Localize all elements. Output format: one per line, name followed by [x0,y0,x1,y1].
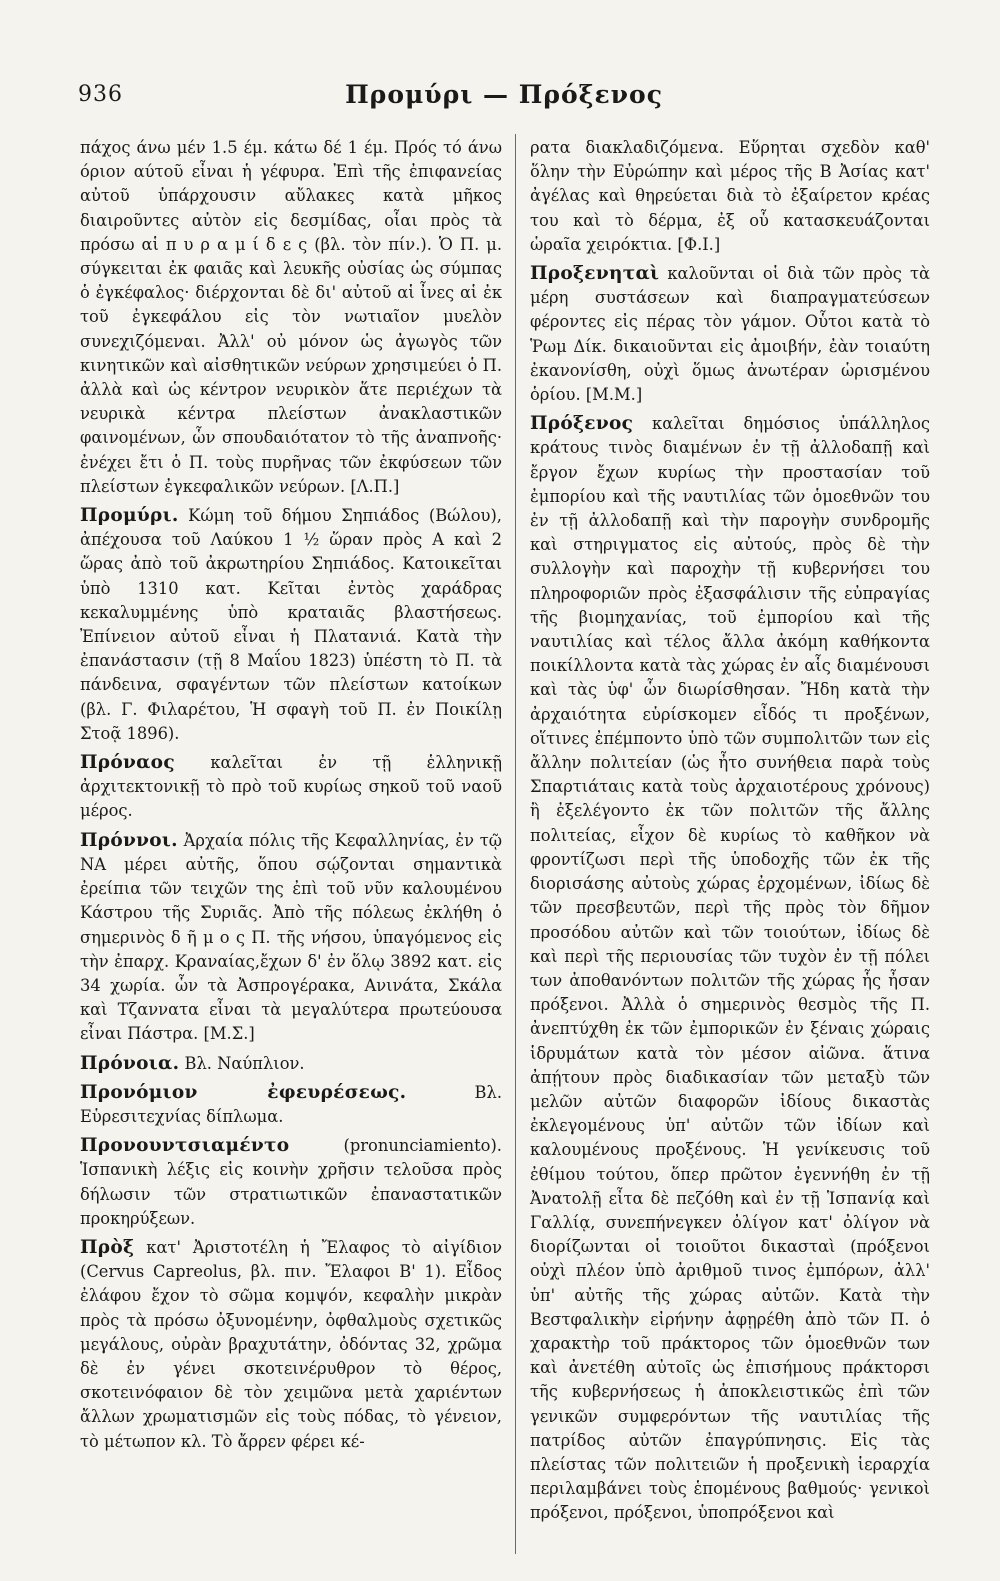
page-number: 936 [78,82,123,107]
entry-pronoia [80,1052,502,1076]
column-divider [515,134,516,1554]
entry-text: καλεῖται ἐν τῇ ἑλληνικῇ ἀρχιτεκτονικῇ τὸ πρὸ τοῦ κυρίως σηκοῦ τοῦ ναοῦ μέρος. [80,753,502,821]
entry-text: Ἀρχαία πόλις τῆς Κεφαλληνίας, ἐν τῷ ΝΑ μέρει αὐτῆς, ὅπου σῴζονται σημαντικὰ ἐρείπια τῶν τειχῶν της ἐπὶ τοῦ νῦν καλουμένου Κάστρου τῆς Συριᾶς. Ἀπὸ τῆς πόλεως ἐκλήθη ὁ σημερινὸς δ ῆ μ ο ς Π. τῆς νήσου, ὑπαγόμενος εἰς τὴν ἐπαρχ. Κραναίας,ἔχων δ' ἐν ὅλῳ 3892 κατ. εἰς 34 χωρία. ὧν τὰ Ἀσπρογέρακα, Ανινάτα, Σκάλα καὶ Τζαννατα εἶναι τὰ μεγαλύτερα πρωτεύουσα εἶναι Πάστρα. [Μ.Σ.] [80,830,502,1044]
entry-text: Κώμη τοῦ δήμου Σηπιάδος (Βώλου), ἀπέχουσα τοῦ Λαύκου 1 ½ ὥραν πρὸς Α καὶ 2 ὥρας ἀπὸ τοῦ ἀκρωτηρίου Σηπιάδος. Κατοικεῖται ὑπὸ 1310 κατ. Κεῖται ἐντὸς χαράδρας κεκαλυμμένης ὑπὸ κραταιᾶς βλαστήσεως. Ἐπίνειον αὐτοῦ εἶναι ἡ Πλατανιά. Κατὰ τὴν ἐπανάστασιν (τῇ 8 Μαΐου 1823) ὑπέστη τὸ Π. τὰ πάνδεινα, σφαγέντων τῶν πλείστων κατοίκων (βλ. Γ. Φιλαρέτου, Ἡ σφαγὴ τοῦ Π. ἐν Ποικίλῃ Στοᾷ 1896). [80,506,502,743]
entry-text: καλοῦνται οἱ διὰ τῶν πρὸς τὰ μέρη συστάσεων καὶ διαπραγματεύσεων φέροντες εἰς πέρας τὸν γάμον. Οὗτοι κατὰ τὸ Ῥωμ Δίκ. δικαιοῦνται εἰς ἀμοιβήν, ἐὰν τοιαύτη ἐκανονίσθη, οὐχὶ ὅμως ἀνωτέραν ὡρισμένου ὁρίου. [Μ.Μ.] [530,264,930,405]
entry-promyri [80,504,502,746]
entry-pronomion [80,1081,502,1129]
entry-text: (pronunciamiento). Ἱσπανικὴ λέξις εἰς κοινὴν χρῆσιν τελοῦσα πρὸς δήλωσιν τῶν στρατιωτικῶν ἐπαναστατικῶν προκηρύξεων. [80,1136,502,1228]
page-header [78,80,930,120]
right-column [530,136,930,1526]
entry-text: καλεῖται δημόσιος ὑπάλληλος κράτους τινὸς διαμένων ἐν τῇ ἀλλοδαπῇ καὶ ἔργον ἔχων κυρίως τὴν προστασίαν τοῦ ἐμπορίου καὶ τῆς ναυτιλίας τῶν ὁμοεθνῶν του ἐν τῇ ἀλλοδαπῇ καὶ τὴν παρογὴν συνδρομῆς καὶ στηριγματος εἰς αὐτούς, πρὸς δὲ τὴν συλλογὴν καὶ παροχὴν τῇ κυβερνήσει του πληροφοριῶν πρὸς ἐξασφάλισιν τῆς εὐπραγίας τῆς βιομηχανίας, τοῦ ἐμπορίου καὶ τῆς ναυτιλίας καὶ τέλος ἄλλα ἀκόμη καθήκοντα ποικίλλοντα κατὰ τὰς χώρας ἐν αἷς διαμένουσι καὶ τὰς ὑφ' ὧν διωρίσθησαν. Ἤδη κατὰ τὴν ἀρχαιότητα εὑρίσκομεν εἶδός τι προξένων, οἵτινες ἐπέμποντο ὑπὸ τῶν συμπολιτῶν των εἰς ἄλλην πολιτείαν (ὡς ἦτο συνήθεια παρὰ τοὺς Σπαρτιάταις κατὰ τοὺς ἀρχαιοτέρους χρόνους) ἢ ἐξελέγοντο ἐκ τῶν πολιτῶν τῆς ἄλλης πολιτείας, εἶχον δὲ κυρίως τὸ καθῆκον νὰ φροντίζωσι περὶ τῆς ὑποδοχῆς τῶν ἐκ τῆς διορισάσης αὐτοὺς χώρας ἐρχομένων, ἰδίως δὲ τῶν πρεσβευτῶν, περὶ τῆς πρὸς τὸν δῆμον προσόδου αὐτῶν καὶ τῶν τοιούτων, ἰδίως δὲ καὶ περὶ τῆς περιουσίας τῶν τυχὸν ἐν τῇ πόλει των ἀποθανόντων πολιτῶν τῆς χώρας ἧς ἦσαν πρόξενοι. Ἀλλὰ ὁ σημερινὸς θεσμὸς τῆς Π. ἀνεπτύχθη ἐκ τῶν ἐμπορικῶν ἐν ξέναις χώραις ἱδρυμάτων κατὰ τὸν μέσον αἰῶνα. ἅτινα ἀπῄτουν πρὸς διαδικασίαν τῶν μεταξὺ τῶν μελῶν αὐτῶν διαφορῶν ἰδίους δικαστὰς ἐκλεγομένους ὑπ' αὐτῶν τῶν ἰδίων καὶ καλουμένους προξένους. Ἡ γενίκευσις τοῦ ἐθίμου τούτου, ὅπερ πρῶτον ἐγεννήθη ἐν τῇ Ἀνατολῇ εἶτα δὲ πεζόθη καὶ ἐν τῇ Ἱσπανίᾳ καὶ Γαλλίᾳ, συνεπήνεγκεν ὀλίγον κατ' ὀλίγον νὰ διορίζωνται οἱ τοιοῦτοι δικασταὶ (πρόξενοι οὐχὶ πλέον ὑπὸ ἀριθμοῦ τινος ἐμπόρων, ἀλλ' ὑπ' αὐτῆς τῆς χώρας αὐτῶν. Κατὰ τὴν Βεστφαλικὴν εἰρήνην ἀφῃρέθη ἀπὸ τῶν Π. ὁ χαρακτὴρ τοῦ πράκτορος τῶν ὁμοεθνῶν των καὶ ἀνετέθη αὐτοῖς ὡς ἐπισήμους πράκτορσι τῆς κυβερνήσεως ἡ ἀποκλειστικῶς ἐπὶ τῶν γενικῶν συμφερόντων τῆς ναυτιλίας τῆς πατρίδος αὐτῶν ἐπαγρύπνησις. Εἰς τὰς πλείστας τῶν πολιτειῶν ἡ προξενικὴ ἱεραρχία περιλαμβάνει τοὺς ἑπομένους βαθμούς· γενικοὶ πρόξενοι, πρόξενοι, ὑποπρόξενοι καὶ [530,414,930,1523]
entry-headword: Πρόναος [80,752,175,774]
entry-headword: Πρόξενος [530,413,634,435]
entry-pronaos [80,751,502,824]
continued-entry [530,136,930,257]
entry-text: πάχος άνω μέν 1.5 έμ. κάτω δέ 1 έμ. Πρός τό άνω όριον αύτοῦ εἶναι ἡ γέφυρα. Ἐπὶ τῆς ἐπιφανείας αὐτοῦ ὑπάρχουσιν αὔλακες κατὰ μῆκος διαιροῦντες αὐτὸν εἰς δεσμίδας, οἷαι πρὸς τὰ πρόσω αἱ π υ ρ α μ ί δ ε ς (βλ. τὸν πίν.). Ὁ Π. μ. σύγκειται ἐκ φαιᾶς καὶ λευκῆς οὐσίας ὡς σύμπας ὁ ἐγκέφαλος· διέρχονται δὲ δι' αὐτοῦ αἱ ἶνες αἱ ἐκ τοῦ ἐγκεφάλου εἰς τὸν νωτιαῖον μυελὸν συνεχιζόμεναι. Ἀλλ' οὐ μόνον ὡς ἀγωγὸς τῶν κινητικῶν καὶ αἰσθητικῶν νεύρων χρησιμεύει ὁ Π. ἀλλὰ καὶ ὡς κέντρον νευρικὸν ἅτε περιέχων τὰ νευρικὰ κέντρα πλείστων ἀνακλαστικῶν φαινομένων, ὧν σπουδαιότατον τὸ τῆς ἀναπνοῆς· ἐνέχει ἔτι ὁ Π. τοὺς πυρῆνας τῶν ἐκφύσεων τῶν πλείστων ἐγκεφαλικῶν νεύρων. [Λ.Π.] [80,138,502,496]
entry-text: Βλ. Ναύπλιον. [184,1053,305,1073]
continued-entry [80,136,502,499]
entry-headword: Πρὸξ [80,1236,135,1258]
entry-headword: Προνόμιον ἐφευρέσεως. [80,1081,407,1103]
entry-headword: Προνουντσιαμέντο [80,1135,290,1157]
entry-text: ρατα διακλαδιζόμενα. Εὕρηται σχεδὸν καθ' ὅλην τὴν Εὐρώπην καὶ μέρος τῆς Β Ἀσίας κατ' ἀγέλας καὶ θηρεύεται διὰ τὸ ἐξαίρετον κρέας του καὶ τὸ δέρμα, ἐξ οὗ κατασκευάζονται ὡραῖα χειρόκτια. [Φ.Ι.] [530,138,930,254]
entry-headword: Προμύρι. [80,505,179,527]
entry-proxenos [530,412,930,1525]
entry-text: κατ' Ἀριστοτέλη ἡ Ἔλαφος τὸ αἰγίδιον (Cervus Capreolus, βλ. πιν. Ἔλαφοι Β' 1). Εἶδος ἐλάφου ἔχον τὸ σῶμα κομψόν, κεφαλὴν μικρὰν πρὸς τὰ πρόσω ὀξυνομένην, ὀφθαλμοὺς σχετικῶς μεγάλους, οὐρὰν βραχυτάτην, ὀδόντας 32, χρῶμα δὲ ἐν γένει σκοτεινέρυθρον τὸ θέρος, σκοτεινόφαιον δὲ τὸν χειμῶνα μετὰ χαριέντων ἄλλων χρωματισμῶν εἰς τοὺς πόδας, τὸ γένειον, τὸ μέτωπον κλ. Τὸ ἄρρεν φέρει κέ- [80,1237,502,1451]
entry-headword: Πρόνοια. [80,1052,180,1074]
entry-prox [80,1236,502,1454]
entry-proxenetai [530,262,930,407]
entry-headword: Προξενηταὶ [530,263,660,285]
entry-pronountsiamento [80,1134,502,1231]
entry-pronnoi [80,829,502,1047]
entry-text: Βλ. Εὑρεσιτεχνίας δίπλωμα. [80,1082,502,1126]
left-column [80,136,502,1454]
entry-headword: Πρόννοι. [80,829,178,851]
running-head: Προμύρι — Πρόξενος [345,80,663,109]
